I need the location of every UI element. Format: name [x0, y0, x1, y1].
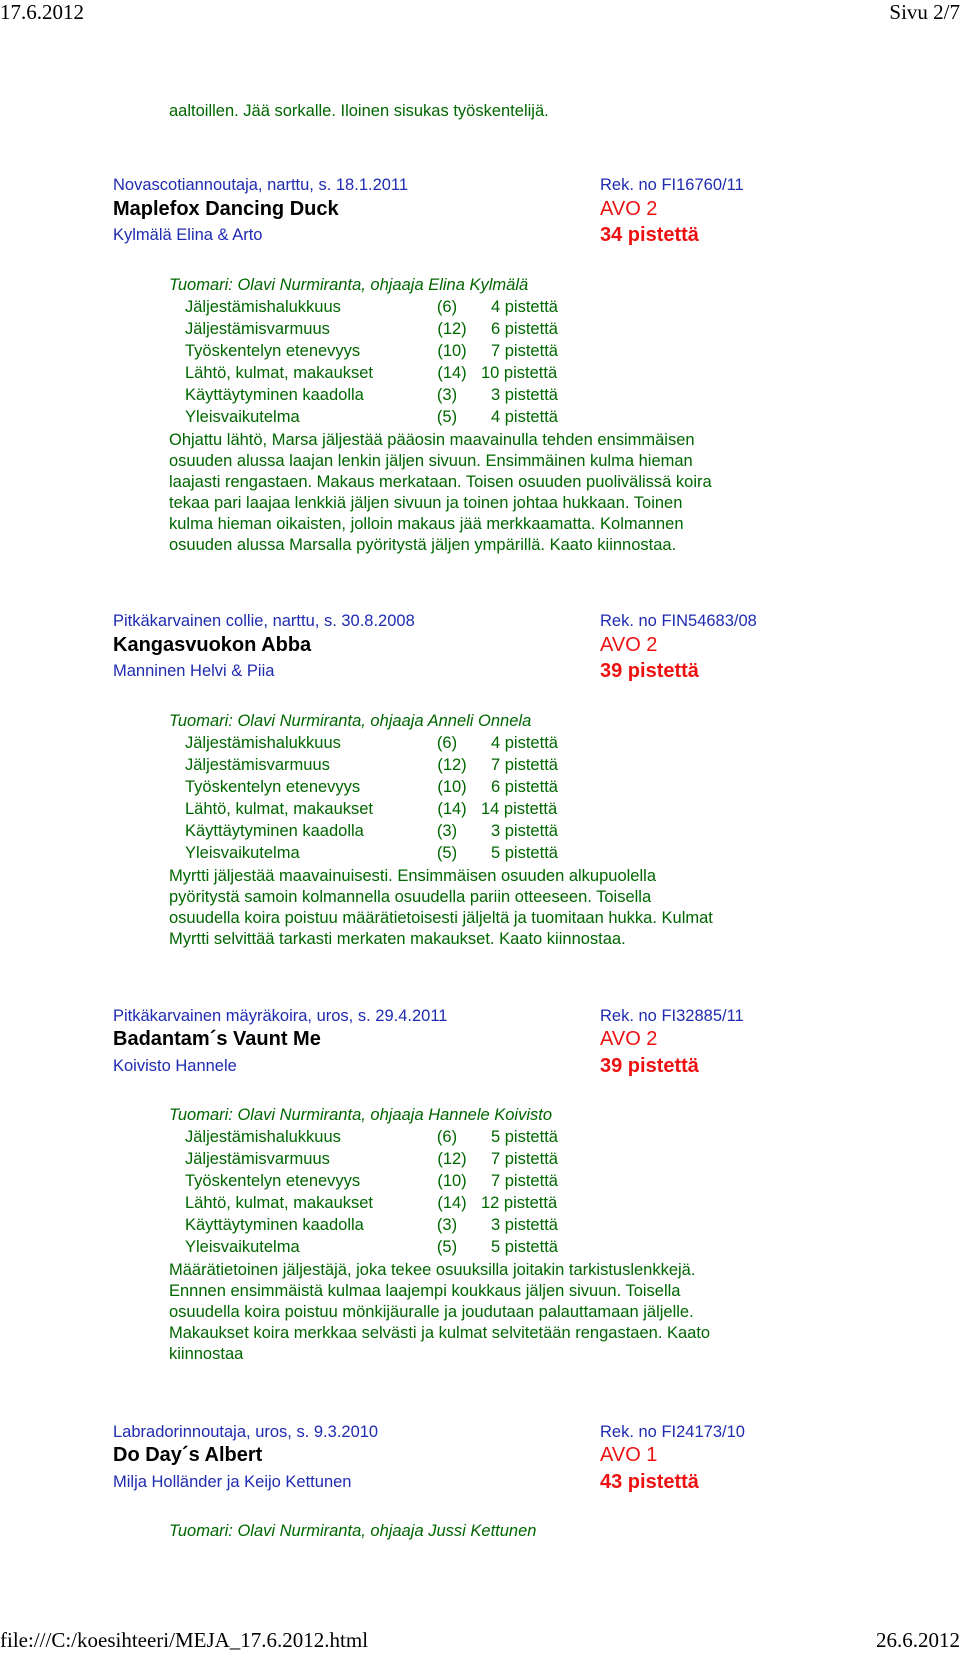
- score-label: Jäljestämishalukkuus: [185, 1128, 341, 1146]
- description-line: Määrätietoinen jäljestäjä, joka tekee osuuksilla joitakin tarkistuslenkkejä.: [169, 1261, 696, 1279]
- registration-number: Rek. no FI24173/10: [600, 1423, 745, 1441]
- judge-description: [169, 1260, 809, 1365]
- total-points: 39 pistettä: [600, 660, 699, 682]
- judge-description: [169, 430, 809, 556]
- score-max: (6): [436, 1128, 458, 1146]
- score-max: (5): [436, 408, 458, 426]
- score-max: (5): [436, 1238, 458, 1256]
- description-line: Ennnen ensimmäistä kulmaa laajempi koukkaus jäljen sivuun. Toisella: [169, 1282, 681, 1300]
- total-points: 43 pistettä: [600, 1471, 699, 1493]
- judge-info: Tuomari: Olavi Nurmiranta, ohjaaja Jussi Kettunen: [169, 1522, 537, 1540]
- score-points: 4 pistettä: [491, 298, 558, 316]
- continued-description: aaltoillen. Jää sorkalle. Iloinen sisukas työskentelijä.: [169, 102, 549, 120]
- print-date: 17.6.2012: [0, 0, 84, 24]
- registration-number: Rek. no FIN54683/08: [600, 612, 757, 630]
- description-line: tekaa pari laajaa lenkkiä jäljen sivuun ja toinen johtaa hukkaan. Toinen: [169, 494, 683, 512]
- score-max: (12): [437, 320, 467, 338]
- total-points: 39 pistettä: [600, 1055, 699, 1077]
- score-points: 6 pistettä: [491, 320, 558, 338]
- owner-name: Koivisto Hannele: [113, 1057, 237, 1075]
- score-label: Käyttäytyminen kaadolla: [185, 822, 364, 840]
- breed-info: Pitkäkarvainen collie, narttu, s. 30.8.2008: [113, 612, 415, 630]
- description-line: Myrtti jäljestää maavainuisesti. Ensimmäisen osuuden alkupuolella: [169, 867, 656, 885]
- score-label: Työskentelyn etenevyys: [185, 342, 361, 360]
- score-points: 6 pistettä: [491, 778, 558, 796]
- score-points: 7 pistettä: [491, 1172, 558, 1190]
- description-line: osuuden alussa Marsalla pyöritystä jäljen ympärillä. Kaato kiinnostaa.: [169, 536, 677, 554]
- score-label: Yleisvaikutelma: [185, 408, 300, 426]
- score-label: Lähtö, kulmat, makaukset: [185, 364, 374, 382]
- score-max: (14): [437, 1194, 467, 1212]
- dog-name: Kangasvuokon Abba: [113, 634, 312, 656]
- score-max: (6): [436, 734, 458, 752]
- score-max: (6): [436, 298, 458, 316]
- footer-date: 26.6.2012: [876, 1628, 960, 1652]
- dog-name: Do Day´s Albert: [113, 1444, 263, 1466]
- score-points: 5 pistettä: [491, 1128, 558, 1146]
- breed-info: Labradorinnoutaja, uros, s. 9.3.2010: [113, 1423, 379, 1441]
- score-points: 7 pistettä: [491, 342, 558, 360]
- score-max: (10): [437, 1172, 467, 1190]
- score-label: Lähtö, kulmat, makaukset: [185, 800, 374, 818]
- score-label: Jäljestämisvarmuus: [185, 1150, 330, 1168]
- description-line: osuudella koira poistuu mönkijäuralle ja joudutaan palauttamaan jäljelle.: [169, 1303, 694, 1321]
- description-line: kulma hieman oikaisten, jolloin makaus jää merkkaamatta. Kolmannen: [169, 515, 684, 533]
- score-points: 3 pistettä: [491, 386, 558, 404]
- page-number: Sivu 2/7: [889, 0, 960, 24]
- score-points: 4 pistettä: [491, 734, 558, 752]
- result-class: AVO 2: [600, 198, 658, 220]
- description-line: Makaukset koira merkkaa selvästi ja kulmat selvitetään rengastaen. Kaato: [169, 1324, 711, 1342]
- score-label: Yleisvaikutelma: [185, 1238, 300, 1256]
- score-label: Käyttäytyminen kaadolla: [185, 386, 364, 404]
- total-points: 34 pistettä: [600, 224, 699, 246]
- result-class: AVO 2: [600, 1028, 658, 1050]
- score-label: Lähtö, kulmat, makaukset: [185, 1194, 374, 1212]
- score-label: Jäljestämisvarmuus: [185, 756, 330, 774]
- description-line: Ohjattu lähtö, Marsa jäljestää pääosin maavainulla tehden ensimmäisen: [169, 431, 695, 449]
- breed-info: Pitkäkarvainen mäyräkoira, uros, s. 29.4.2011: [113, 1007, 448, 1025]
- score-points: 10 pistettä: [481, 364, 558, 382]
- score-points: 5 pistettä: [491, 1238, 558, 1256]
- score-max: (10): [437, 342, 467, 360]
- dog-name: Badantam´s Vaunt Me: [113, 1028, 321, 1050]
- registration-number: Rek. no FI16760/11: [600, 176, 744, 194]
- score-points: 4 pistettä: [491, 408, 558, 426]
- score-max: (3): [436, 386, 458, 404]
- description-line: osuuden alussa laajan lenkin jäljen sivuun. Ensimmäinen kulma hieman: [169, 452, 693, 470]
- description-line: kiinnostaa: [169, 1345, 244, 1363]
- score-max: (10): [437, 778, 467, 796]
- dog-name: Maplefox Dancing Duck: [113, 198, 339, 220]
- score-label: Jäljestämishalukkuus: [185, 298, 341, 316]
- registration-number: Rek. no FI32885/11: [600, 1007, 744, 1025]
- owner-name: Milja Holländer ja Keijo Kettunen: [113, 1473, 352, 1491]
- score-points: 12 pistettä: [481, 1194, 558, 1212]
- score-label: Työskentelyn etenevyys: [185, 778, 361, 796]
- score-max: (12): [437, 756, 467, 774]
- judge-info: Tuomari: Olavi Nurmiranta, ohjaaja Anneli Onnela: [169, 712, 532, 730]
- score-points: 3 pistettä: [491, 822, 558, 840]
- score-label: Jäljestämisvarmuus: [185, 320, 330, 338]
- score-points: 14 pistettä: [481, 800, 558, 818]
- score-points: 5 pistettä: [491, 844, 558, 862]
- score-points: 7 pistettä: [491, 1150, 558, 1168]
- score-label: Jäljestämishalukkuus: [185, 734, 341, 752]
- score-points: 3 pistettä: [491, 1216, 558, 1234]
- score-max: (3): [436, 822, 458, 840]
- score-label: Työskentelyn etenevyys: [185, 1172, 361, 1190]
- owner-name: Manninen Helvi & Piia: [113, 662, 275, 680]
- score-label: Käyttäytyminen kaadolla: [185, 1216, 364, 1234]
- score-max: (5): [436, 844, 458, 862]
- description-line: pyöritystä samoin kolmannella osuudella pariin otteeseen. Toisella: [169, 888, 652, 906]
- breed-info: Novascotiannoutaja, narttu, s. 18.1.2011: [113, 176, 409, 194]
- description-line: laajasti rengastaen. Makaus merkataan. Toisen osuuden puolivälissä koira: [169, 473, 712, 491]
- description-line: osuudella koira poistuu määrätietoisesti jäljeltä ja tuomitaan hukka. Kulmat: [169, 909, 713, 927]
- score-max: (14): [437, 800, 467, 818]
- judge-info: Tuomari: Olavi Nurmiranta, ohjaaja Elina Kylmälä: [169, 276, 529, 294]
- owner-name: Kylmälä Elina & Arto: [113, 226, 263, 244]
- judge-info: Tuomari: Olavi Nurmiranta, ohjaaja Hannele Koivisto: [169, 1106, 553, 1124]
- result-class: AVO 2: [600, 634, 658, 656]
- score-max: (12): [437, 1150, 467, 1168]
- score-max: (14): [437, 364, 467, 382]
- file-path: file:///C:/koesihteeri/MEJA_17.6.2012.html: [0, 1628, 369, 1652]
- description-line: Myrtti selvittää tarkasti merkaten makaukset. Kaato kiinnostaa.: [169, 930, 626, 948]
- score-points: 7 pistettä: [491, 756, 558, 774]
- result-class: AVO 1: [600, 1444, 658, 1466]
- score-max: (3): [436, 1216, 458, 1234]
- judge-description: [169, 866, 809, 950]
- score-label: Yleisvaikutelma: [185, 844, 300, 862]
